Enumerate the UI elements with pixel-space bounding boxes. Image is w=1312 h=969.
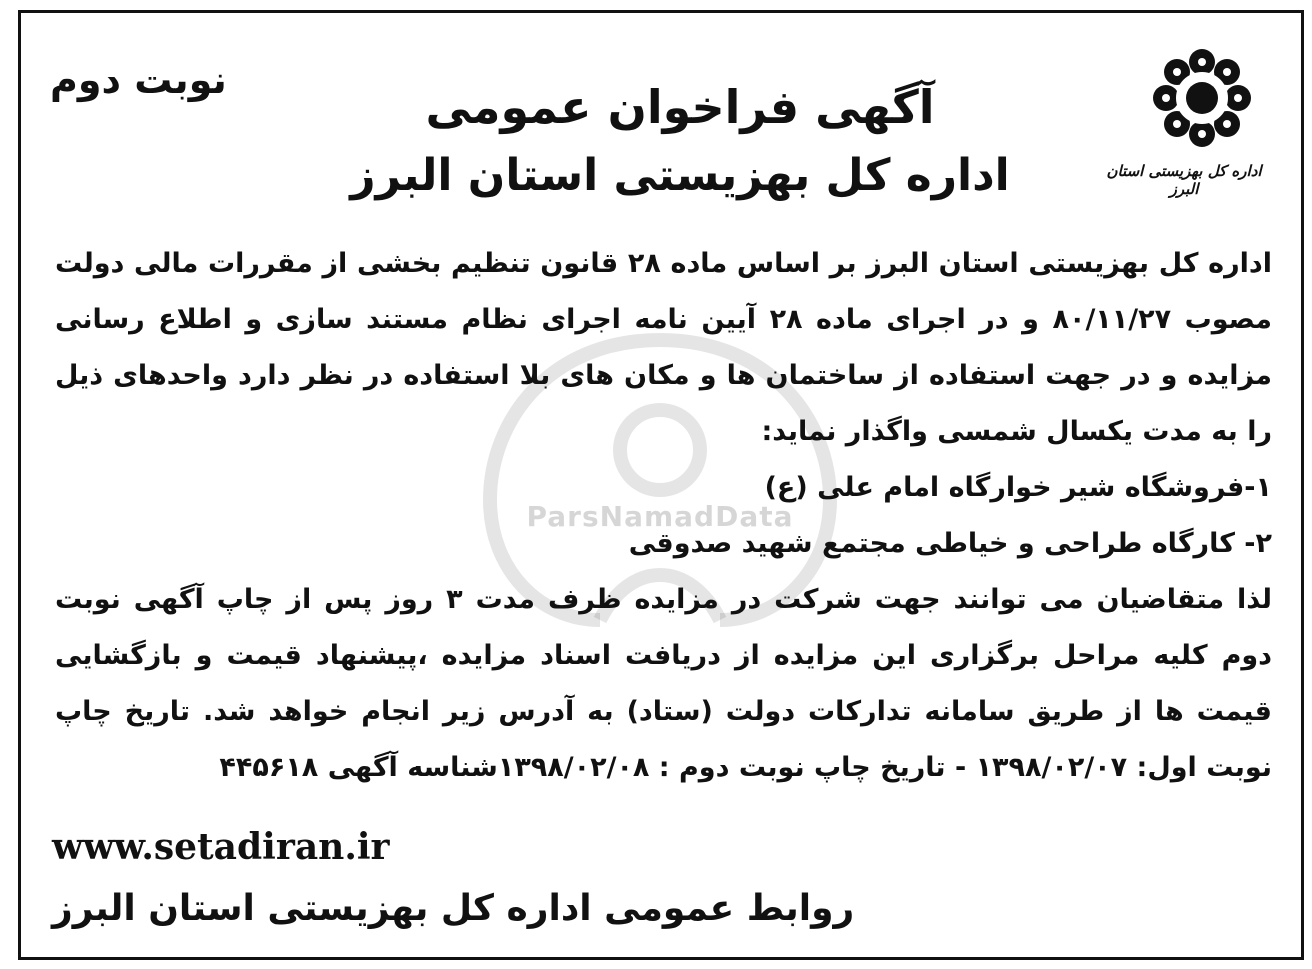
notice-closing: لذا متقاضیان می توانند جهت شرکت در مزایده ظرف مدت ۳ روز پس از چاپ آگهی نوبت دوم کلیه مراحل برگزاری این مزایده از دریافت اسناد مزایده ،پیشنهاد قیمت و بازگشایی قیمت ها از طریق سامانه تدارکات دولت (ستاد) به آدرس زیر انجام خواهد شد. تاریخ چاپ نوبت اول: ۱۳۹۸/۰۲/۰۷ - تاریخ چاپ نوبت دوم : ۱۳۹۸/۰۲/۰۸شناسه آگهی ۴۴۵۶۱۸ — [55, 584, 1272, 783]
notice-intro: اداره کل بهزیستی استان البرز بر اساس ماده ۲۸ قانون تنظیم بخشی از مقررات مالی دولت مصوب ۸۰/۱۱/۲۷ و در اجرای ماده ۲۸ آیین نامه اجرای نظام مستند سازی و اطلاع رسانی مزایده و در جهت استفاده از ساختمان ها و مکان های بلا استفاده در نظر دارد واحدهای ذیل را به مدت یکسال شمسی واگذار نماید: — [55, 248, 1272, 447]
public-relations-signature: روابط عمومی اداره کل بهزیستی استان البرز — [52, 888, 855, 929]
publication-round-label: نوبت دوم — [50, 58, 227, 102]
website-url: www.setadiran.ir — [52, 826, 390, 868]
notice-body — [55, 236, 1272, 796]
notice-title: آگهی فراخوان عمومی — [425, 80, 935, 134]
watermark-text: ParsNamadData — [526, 500, 794, 533]
organization-title: اداره کل بهزیستی استان البرز — [350, 150, 1010, 201]
notice-item-1: ۱-فروشگاه شیر خوارگاه امام علی (ع) — [764, 472, 1272, 503]
welfare-organization-logo — [1152, 48, 1252, 148]
notice-item-2: ۲- کارگاه طراحی و خیاطی مجتمع شهید صدوقی — [628, 528, 1272, 559]
logo-caption: اداره کل بهزیستی استان البرز — [1106, 162, 1262, 198]
